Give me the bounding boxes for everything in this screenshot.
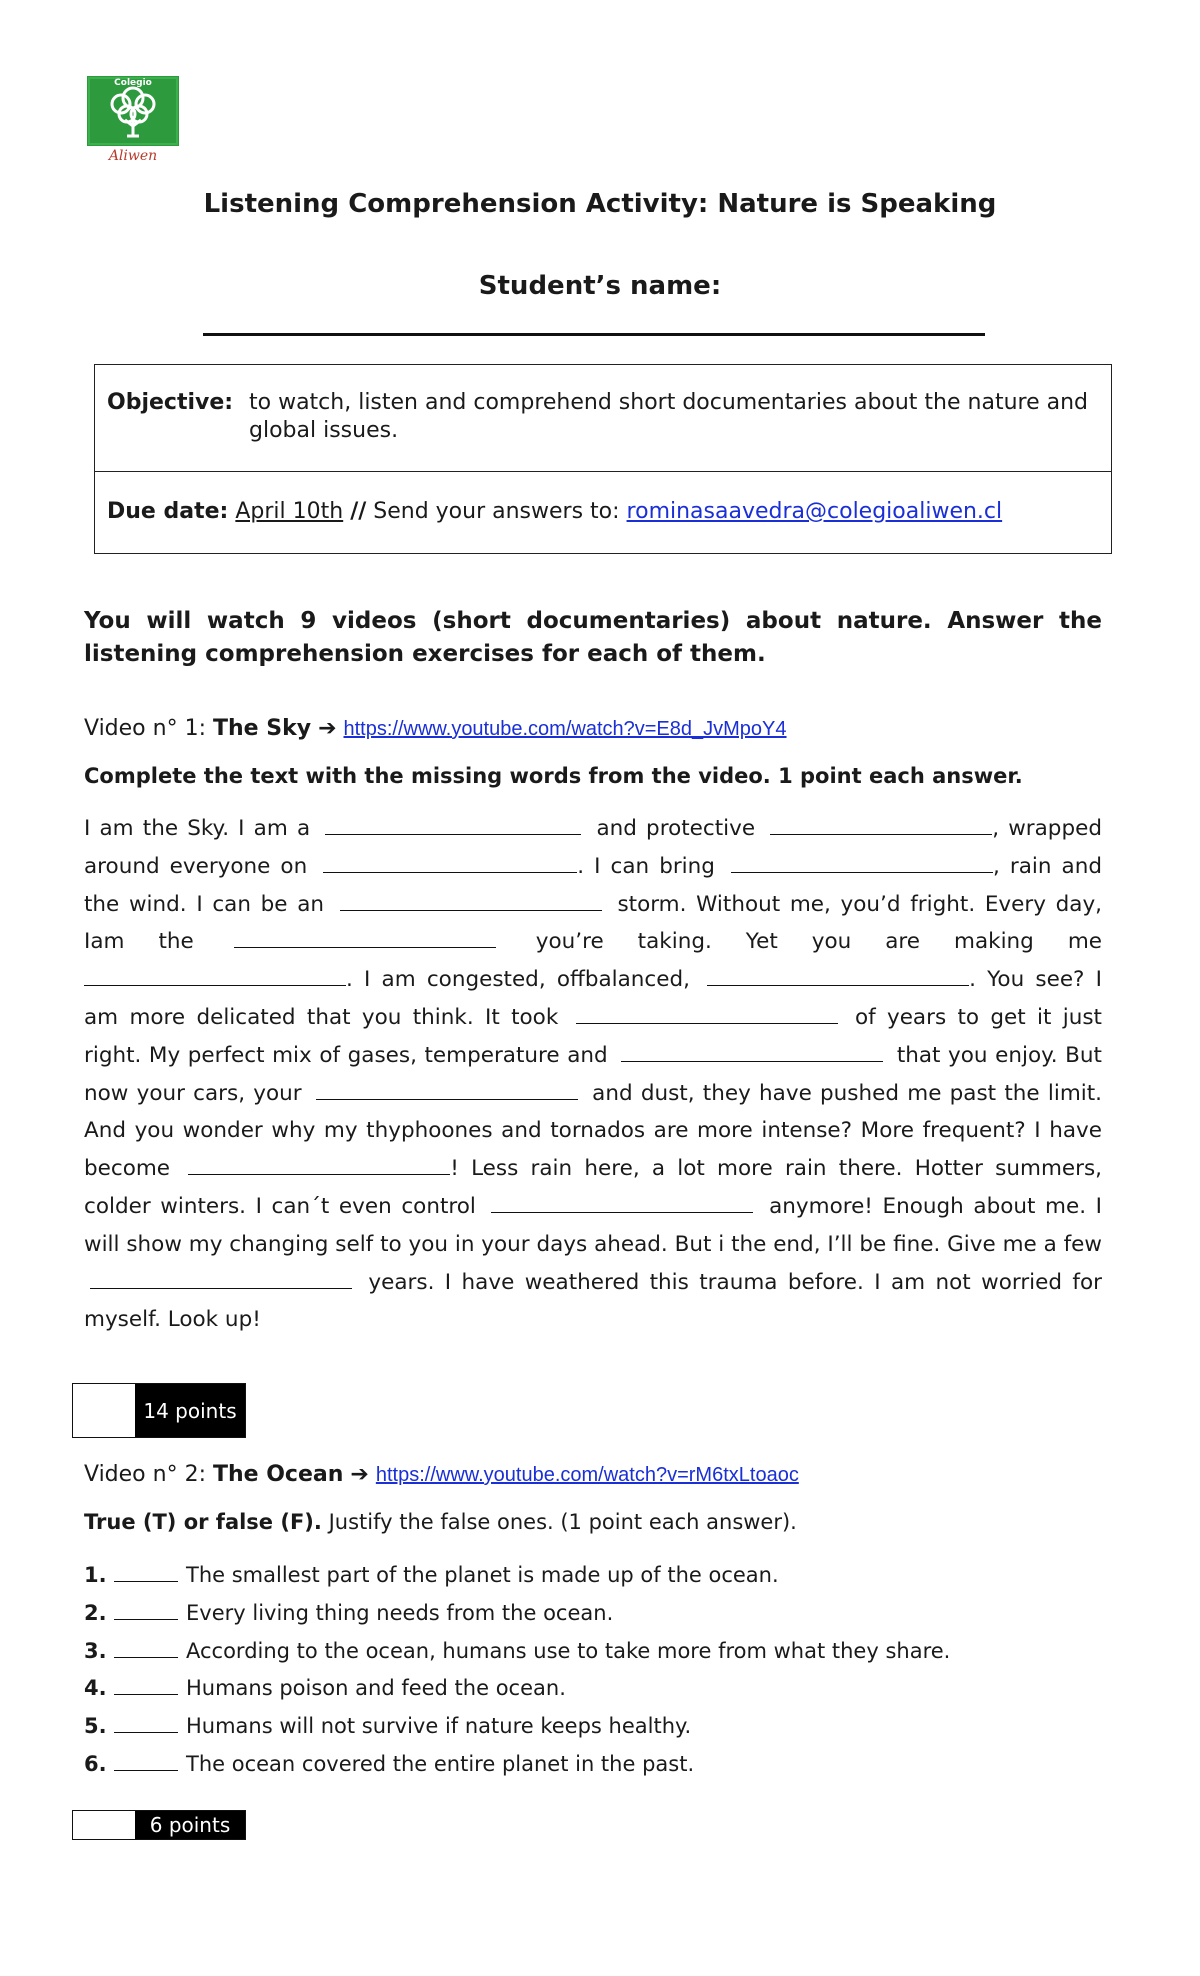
passage-text: ! Less rain here, a lot more rain there. Hotter summers, colder winters. I can´t even control	[84, 1156, 1102, 1219]
item-number: 5.	[84, 1714, 107, 1739]
objective-label: Objective:	[107, 390, 234, 415]
page-title: Listening Comprehension Activity: Nature is Speaking	[203, 189, 997, 219]
student-name-label: Student’s name:	[478, 271, 722, 301]
send-answers-text: Send your answers to:	[373, 499, 620, 524]
passage-text: , rain and the wind. I can be an	[84, 853, 1102, 917]
list-item	[84, 1708, 950, 1746]
answer-blank[interactable]	[114, 1602, 178, 1620]
video2-title: The Ocean	[212, 1462, 344, 1487]
table-divider	[95, 471, 1111, 472]
passage-text: you’re taking. Yet you are making me	[535, 929, 1102, 955]
video2-instruction	[84, 1510, 797, 1534]
answer-blank[interactable]	[621, 1044, 883, 1062]
list-item	[84, 1633, 950, 1671]
item-number: 2.	[84, 1600, 107, 1625]
true-false-list	[84, 1557, 950, 1784]
answer-blank[interactable]	[188, 1157, 450, 1175]
passage-text: . You see? I am more delicated that you think. It took	[84, 967, 1102, 1030]
item-number: 4.	[84, 1676, 107, 1701]
score-input-box[interactable]	[73, 1811, 135, 1839]
item-text: Humans will not survive if nature keeps healthy.	[186, 1714, 692, 1739]
instruction-bold: True (T) or false (F).	[84, 1510, 322, 1534]
video1-prefix: Video n° 1:	[84, 716, 206, 741]
item-text: Humans poison and feed the ocean.	[186, 1676, 566, 1701]
objective-text: to watch, listen and comprehend short documentaries about the nature and global issues.	[249, 390, 1088, 443]
svg-text:Aliwen: Aliwen	[108, 148, 158, 164]
video1-title: The Sky	[212, 716, 312, 741]
answer-blank[interactable]	[325, 817, 581, 835]
due-date-row	[107, 498, 1097, 526]
answer-blank[interactable]	[770, 817, 992, 835]
due-date-value: April 10th	[235, 499, 344, 524]
answer-blank[interactable]	[114, 1677, 178, 1695]
answer-blank[interactable]	[491, 1195, 753, 1213]
passage-text: of years to get it just right. My perfect mix of gases, temperature and	[84, 1004, 1102, 1068]
answer-blank[interactable]	[114, 1564, 178, 1582]
answer-blank[interactable]	[340, 893, 602, 911]
due-date-label: Due date:	[107, 499, 229, 524]
item-text: According to the ocean, humans use to take more from what they share.	[186, 1638, 951, 1663]
passage-text: years. I have weathered this trauma before. I am not worried for myself. Look up!	[84, 1269, 1102, 1333]
svg-text:Colegio: Colegio	[114, 78, 152, 88]
student-name-line[interactable]	[203, 333, 985, 336]
answer-blank[interactable]	[114, 1753, 178, 1771]
passage-text: and dust, they have pushed me past the limit. And you wonder why my thyphoones and tornados are more intense? More frequent? I have become	[84, 1080, 1102, 1182]
passage-text: . I can bring	[577, 853, 715, 879]
video1-instruction: Complete the text with the missing words from the video. 1 point each answer.	[84, 764, 1023, 788]
separator: //	[350, 499, 367, 524]
video1-heading	[84, 716, 787, 741]
answer-blank[interactable]	[114, 1640, 178, 1658]
answer-blank[interactable]	[234, 930, 496, 948]
passage-text: storm. Without me, you’d fright. Every day, Iam the	[84, 891, 1103, 955]
passage-text: , wrapped around everyone on	[84, 816, 1102, 879]
item-text: The ocean covered the entire planet in the past.	[186, 1751, 695, 1776]
passage-text: anymore! Enough about me. I will show my changing self to you in your days ahead. But i the end, I’ll be fine. Give me a few	[84, 1193, 1102, 1257]
answer-blank[interactable]	[731, 855, 993, 873]
list-item	[84, 1670, 950, 1708]
list-item	[84, 1557, 950, 1595]
arrow-right-icon: ➔	[350, 1462, 369, 1487]
video2-link[interactable]: https://www.youtube.com/watch?v=rM6txLtoaoc	[375, 1464, 799, 1486]
list-item	[84, 1746, 950, 1784]
item-text: The smallest part of the planet is made up of the ocean.	[186, 1563, 779, 1587]
answer-blank[interactable]	[84, 968, 346, 986]
passage-text: that you enjoy. But now your cars, your	[84, 1042, 1102, 1106]
objective-table	[94, 364, 1112, 554]
arrow-right-icon: ➔	[318, 716, 337, 741]
item-number: 1.	[84, 1563, 107, 1587]
points-label: 14 points	[135, 1384, 245, 1437]
answer-blank[interactable]	[90, 1271, 352, 1289]
answer-blank[interactable]	[576, 1006, 838, 1024]
passage-text: I am the Sky. I am a	[84, 816, 311, 841]
score-box	[72, 1810, 246, 1840]
score-input-box[interactable]	[73, 1384, 135, 1437]
item-text: Every living thing needs from the ocean.	[186, 1600, 614, 1625]
points-label: 6 points	[135, 1811, 245, 1839]
item-number: 3.	[84, 1638, 107, 1663]
email-link[interactable]: rominasaavedra@colegioaliwen.cl	[626, 499, 1003, 524]
school-logo	[83, 68, 183, 164]
answer-blank[interactable]	[707, 968, 969, 986]
instruction-rest: Justify the false ones. (1 point each answer).	[328, 1510, 797, 1534]
item-number: 6.	[84, 1751, 107, 1776]
sky-passage	[84, 810, 1102, 1339]
passage-text: and protective	[596, 816, 756, 841]
passage-text: . I am congested, offbalanced,	[346, 967, 690, 993]
list-item	[84, 1595, 950, 1633]
video2-heading	[84, 1462, 799, 1487]
score-box	[72, 1383, 246, 1438]
answer-blank[interactable]	[316, 1082, 578, 1100]
video2-prefix: Video n° 2:	[84, 1462, 206, 1487]
objective-row	[107, 389, 1097, 445]
intro-instructions: You will watch 9 videos (short documentaries) about nature. Answer the listening comprehension exercises for each of them.	[84, 608, 1102, 667]
answer-blank[interactable]	[114, 1715, 178, 1733]
video1-link[interactable]: https://www.youtube.com/watch?v=E8d_JvMpoY4	[343, 718, 787, 740]
answer-blank[interactable]	[323, 855, 577, 873]
